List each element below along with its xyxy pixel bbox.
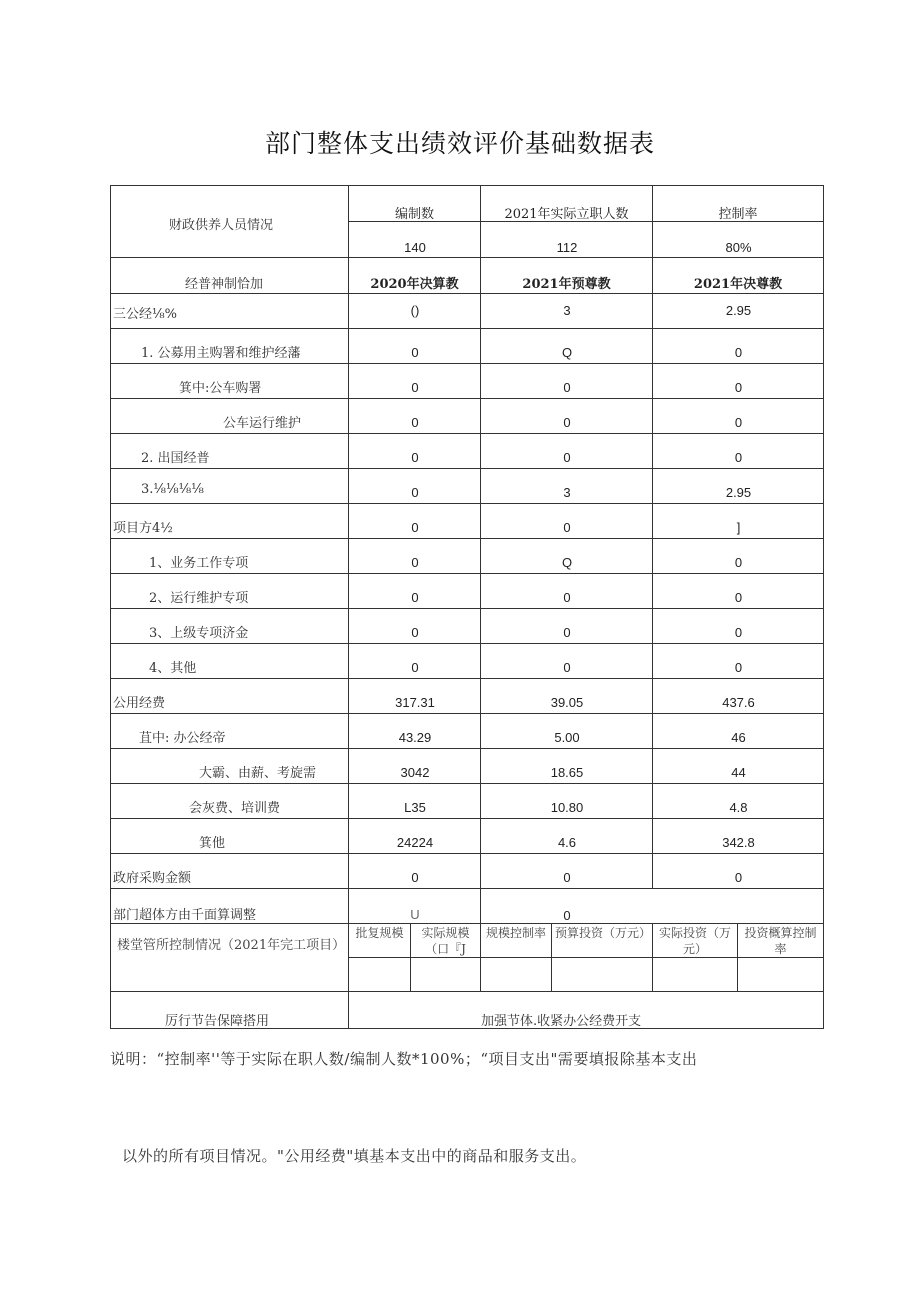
funds-header-1: 2020年决算教 <box>349 258 481 294</box>
table-cell-v2 <box>481 644 653 679</box>
notes-line-1: 说明：“控制率''等于实际在职人数/编制人数*100%；“项目支出"需要填报除基本支出 <box>110 1050 698 1068</box>
table-cell-v2 <box>481 574 653 609</box>
frugal-label: 厉行节告保障搭用 <box>165 1014 270 1029</box>
table-cell-v1 <box>349 399 481 434</box>
building-header-cell <box>411 924 481 958</box>
table-cell-v3 <box>653 364 824 399</box>
table-cell-v3 <box>653 329 824 364</box>
table-row-label-cell <box>111 609 349 644</box>
building-value-cell <box>349 958 411 992</box>
table-cell-value: 24224 <box>396 835 434 850</box>
table-cell-v3 <box>653 644 824 679</box>
table-cell-value: 0 <box>734 590 743 605</box>
staffing-value-2: 112 <box>481 222 653 258</box>
table-cell-v1 <box>349 539 481 574</box>
table-cell-value: 0 <box>411 590 419 605</box>
table-cell-v3 <box>653 749 824 784</box>
staffing-label: 财政供养人员情况 <box>169 218 274 233</box>
funds-header-2: 2021年预尊教 <box>481 258 653 294</box>
table-row-label: 政府采购金额 <box>113 871 192 886</box>
table-row-label: 2、运行维护专项 <box>149 591 249 606</box>
table-row-label: 会灰费、培训费 <box>189 801 281 816</box>
table-cell-value: 0 <box>411 450 419 465</box>
table-cell-v2 <box>481 504 653 539</box>
table-cell-value: 4.8 <box>729 800 748 815</box>
table-row-label-cell <box>111 539 349 574</box>
table-row-label-cell <box>111 469 349 504</box>
table-cell-value: 0 <box>563 415 571 430</box>
table-cell-v3 <box>653 399 824 434</box>
table-cell-value: 0 <box>411 555 419 570</box>
page-title: 部门整体支出绩效评价基础数据表 <box>264 129 655 158</box>
table-cell-value: 0 <box>411 380 419 395</box>
building-header-label: 实际投资（万元） <box>658 926 731 956</box>
table-cell-value: 0 <box>411 520 419 535</box>
table-cell-value: 0 <box>411 625 419 640</box>
table-cell-value: 4.6 <box>557 835 577 850</box>
staffing-header-2: 2021年实际立职人数 <box>481 186 653 222</box>
table-cell-value: 0 <box>411 485 419 500</box>
staffing-header-1: 编制数 <box>349 186 481 222</box>
table-row-label-cell <box>111 784 349 819</box>
table-row-label-cell <box>111 644 349 679</box>
table-cell-v1 <box>349 644 481 679</box>
table-cell-v1 <box>349 749 481 784</box>
table-row-label: 箕中:公车购署 <box>179 381 262 396</box>
table-cell-v1 <box>349 784 481 819</box>
table-cell-value: 0 <box>734 555 743 570</box>
table-row-label-cell <box>111 819 349 854</box>
table-cell-v3 <box>653 504 824 539</box>
table-row-label-cell <box>111 364 349 399</box>
building-header-label: 批复规模 <box>355 926 404 940</box>
building-header-cell <box>481 924 552 958</box>
table-cell-value: 0 <box>563 590 571 605</box>
table-cell-v3 <box>653 714 824 749</box>
building-header-label: 规模控制率 <box>485 926 546 940</box>
table-cell-v1 <box>349 294 481 329</box>
table-row-label: 苴中: 办公经帝 <box>139 731 226 746</box>
table-cell-v1 <box>349 819 481 854</box>
table-cell-value: Q <box>561 555 573 570</box>
table-row-label-cell <box>111 294 349 329</box>
staffing-label-cell <box>111 186 349 258</box>
table-cell-value: 43.29 <box>398 730 432 745</box>
table-cell-value: 0 <box>734 660 743 675</box>
table-cell-v3 <box>653 294 824 329</box>
frugal-value: 加强节体.收紧办公经费开支 <box>481 1014 642 1029</box>
table-cell-value: 0 <box>563 450 571 465</box>
table-cell-value: 39.05 <box>550 695 584 710</box>
funds-label-cell <box>111 258 349 294</box>
table-cell-v3 <box>653 469 824 504</box>
table-row-label: 大霸、由薪、考旋需 <box>199 766 317 781</box>
table-cell-value: () <box>410 303 420 318</box>
building-value-cell <box>481 958 552 992</box>
building-header-cell <box>738 924 824 958</box>
table-cell-value: 5.00 <box>554 730 580 745</box>
table-row-label: 4、其他 <box>149 661 197 676</box>
table-cell-value: 2.95 <box>725 485 752 500</box>
table-cell-value: 0 <box>734 415 743 430</box>
building-header-label: 实际规模（口『J <box>421 926 470 956</box>
building-value-cell <box>552 958 653 992</box>
building-value-cell <box>653 958 738 992</box>
table-cell-value: 0 <box>734 380 743 395</box>
table-cell-v1 <box>349 679 481 714</box>
table-cell-v1 <box>349 609 481 644</box>
data-table <box>110 185 824 1029</box>
table-row-label: 公用经费 <box>113 696 166 711</box>
table-cell-value: Q <box>561 345 573 360</box>
table-row-label: 2. 出国经普 <box>141 451 210 466</box>
building-header-label: 投资概算控制率 <box>744 926 817 956</box>
table-cell-v1 <box>349 714 481 749</box>
table-cell-v2 <box>481 364 653 399</box>
table-cell-value: 437.6 <box>722 695 755 710</box>
notes-line-2: 以外的所有项目情况。"公用经费"填基本支出中的商品和服务支出。 <box>122 1147 587 1165</box>
table-cell-v2 <box>481 329 653 364</box>
table-row-label: 3、上级专项济金 <box>149 626 249 641</box>
table-cell-value: ] <box>736 520 741 535</box>
table-cell-v3 <box>653 609 824 644</box>
table-cell-value: 3 <box>563 303 571 318</box>
table-row-label: 箕他 <box>199 836 226 851</box>
table-cell-value: 0 <box>563 870 571 885</box>
budget-adjust-label-cell <box>111 889 349 924</box>
table-cell-value: 0 <box>734 345 743 360</box>
table-cell-value: 0 <box>411 345 419 360</box>
table-cell-v1 <box>349 504 481 539</box>
building-header-cell <box>349 924 411 958</box>
table-row-label: 1. 公募用主购署和维护经藩 <box>141 346 301 361</box>
table-cell-value: 0 <box>411 660 419 675</box>
building-header-cell <box>552 924 653 958</box>
building-label: 楼堂管所控制情况（2021年完工项目） <box>117 938 346 953</box>
budget-adjust-label: 部门超体方由千面算调整 <box>113 908 257 923</box>
table-row-label: 公车运行维护 <box>223 416 302 431</box>
table-cell-v3 <box>653 854 824 889</box>
table-cell-v3 <box>653 574 824 609</box>
table-row-label-cell <box>111 329 349 364</box>
table-cell-v3 <box>653 679 824 714</box>
table-cell-v2 <box>481 749 653 784</box>
table-cell-value: 2.95 <box>725 303 752 318</box>
table-cell-v2 <box>481 854 653 889</box>
table-cell-value: L35 <box>404 800 426 815</box>
table-cell-value: 18.65 <box>550 765 584 780</box>
building-value-cell <box>738 958 824 992</box>
table-cell-v2 <box>481 819 653 854</box>
table-cell-v2 <box>481 784 653 819</box>
building-label-cell <box>111 924 349 992</box>
table-cell-v1 <box>349 329 481 364</box>
table-cell-v1 <box>349 364 481 399</box>
table-cell-value: 0 <box>411 415 419 430</box>
table-cell-v2 <box>481 294 653 329</box>
table-row-label-cell <box>111 749 349 784</box>
table-row-label-cell <box>111 504 349 539</box>
budget-adjust-value-2: 0 <box>481 889 824 924</box>
table-cell-v2 <box>481 679 653 714</box>
table-cell-value: 0 <box>734 625 743 640</box>
building-value-cell <box>411 958 481 992</box>
staffing-header-3: 控制率 <box>653 186 824 222</box>
table-row-label-cell <box>111 679 349 714</box>
table-row-label: 三公经⅛% <box>113 307 177 322</box>
table-row-label: 项目方4½ <box>113 521 173 536</box>
table-cell-v2 <box>481 714 653 749</box>
table-cell-v3 <box>653 539 824 574</box>
table-row-label: 3.⅛⅛⅛⅛ <box>141 482 204 497</box>
frugal-value-cell <box>349 992 824 1029</box>
table-cell-value: 46 <box>731 730 746 745</box>
staffing-value-1: 140 <box>349 222 481 258</box>
frugal-label-cell <box>111 992 349 1029</box>
table-cell-v2 <box>481 609 653 644</box>
table-cell-v2 <box>481 469 653 504</box>
table-cell-v1 <box>349 574 481 609</box>
table-cell-value: 0 <box>563 380 571 395</box>
table-cell-value: 0 <box>563 625 571 640</box>
table-cell-v2 <box>481 399 653 434</box>
table-cell-value: 3042 <box>400 765 430 780</box>
table-cell-v2 <box>481 539 653 574</box>
budget-adjust-value-1: U <box>349 889 481 924</box>
table-cell-value: 342.8 <box>722 835 755 850</box>
table-cell-v3 <box>653 784 824 819</box>
table-row-label-cell <box>111 399 349 434</box>
table-row-label-cell <box>111 574 349 609</box>
table-cell-value: 44 <box>731 765 746 780</box>
table-cell-value: 0 <box>734 870 743 885</box>
table-cell-value: 3 <box>563 485 571 500</box>
building-header-cell <box>653 924 738 958</box>
table-cell-v1 <box>349 469 481 504</box>
table-row-label-cell <box>111 714 349 749</box>
table-cell-v3 <box>653 819 824 854</box>
table-cell-value: 10.80 <box>550 800 584 815</box>
table-cell-value: 0 <box>411 870 419 885</box>
table-cell-v3 <box>653 434 824 469</box>
table-cell-value: 0 <box>734 450 743 465</box>
table-cell-value: 0 <box>563 660 571 675</box>
table-cell-value: 317.31 <box>395 695 435 710</box>
building-header-label: 预算投资（万元） <box>555 926 652 940</box>
table-cell-v1 <box>349 434 481 469</box>
funds-label: 经普神制恰加 <box>185 277 264 292</box>
table-row-label-cell <box>111 434 349 469</box>
table-cell-v1 <box>349 854 481 889</box>
staffing-value-3: 80% <box>653 222 824 258</box>
table-row-label: 1、业务工作专项 <box>149 556 249 571</box>
table-row-label-cell <box>111 854 349 889</box>
table-cell-value: 0 <box>563 520 571 535</box>
funds-header-3: 2021年决尊教 <box>653 258 824 294</box>
table-cell-v2 <box>481 434 653 469</box>
